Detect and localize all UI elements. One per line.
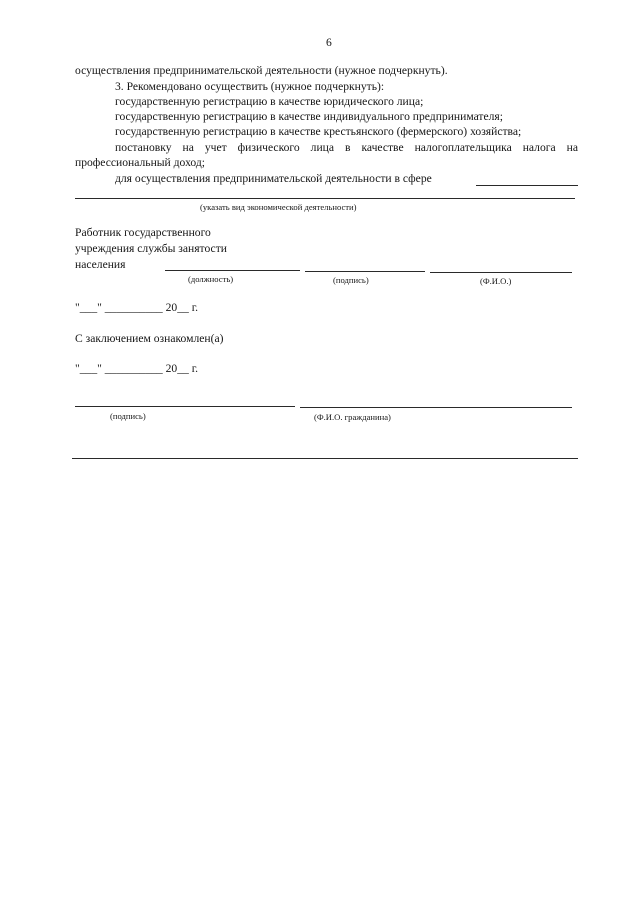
activity-caption: (указать вид экономической деятельности)	[200, 202, 357, 212]
worker-name-caption: (Ф.И.О.)	[480, 276, 512, 286]
activity-type-rule	[75, 198, 575, 199]
worker-position-caption: (должность)	[188, 274, 234, 284]
option-self-employed-line1: постановку на учет физического лица в качестве налогоплательщика налога на	[115, 141, 578, 154]
worker-position-line	[165, 270, 300, 271]
worker-label-line2: учреждения службы занятости	[75, 242, 227, 255]
bottom-rule	[72, 458, 578, 459]
date-line-1: "___" __________ 20__ г.	[75, 301, 199, 314]
worker-name-line	[430, 272, 572, 273]
citizen-signature-caption: (подпись)	[110, 411, 146, 421]
date-line-2: "___" __________ 20__ г.	[75, 362, 199, 375]
citizen-signature-line	[75, 406, 295, 407]
page-number: 6	[326, 36, 332, 49]
citizen-name-caption: (Ф.И.О. гражданина)	[314, 412, 391, 422]
citizen-name-line	[300, 407, 572, 408]
activity-sphere: для осуществления предпринимательской деятельности в сфере	[115, 172, 432, 185]
item3-heading: 3. Рекомендовано осуществить (нужное подчеркнуть):	[115, 80, 385, 93]
option-farm: государственную регистрацию в качестве крестьянского (фермерского) хозяйства;	[115, 125, 522, 138]
worker-label-line3: населения	[75, 258, 126, 271]
acknowledgement-label: С заключением ознакомлен(а)	[75, 332, 224, 345]
worker-label-line1: Работник государственного	[75, 226, 211, 239]
option-legal-entity: государственную регистрацию в качестве юридического лица;	[115, 95, 424, 108]
worker-signature-line	[305, 271, 425, 272]
line-continuation: осуществления предпринимательской деятельности (нужное подчеркнуть).	[75, 64, 448, 77]
worker-signature-caption: (подпись)	[333, 275, 369, 285]
activity-sphere-blank-line	[476, 185, 578, 186]
option-individual-entrepreneur: государственную регистрацию в качестве индивидуального предпринимателя;	[115, 110, 503, 123]
option-self-employed-line2: профессиональный доход;	[75, 156, 206, 169]
